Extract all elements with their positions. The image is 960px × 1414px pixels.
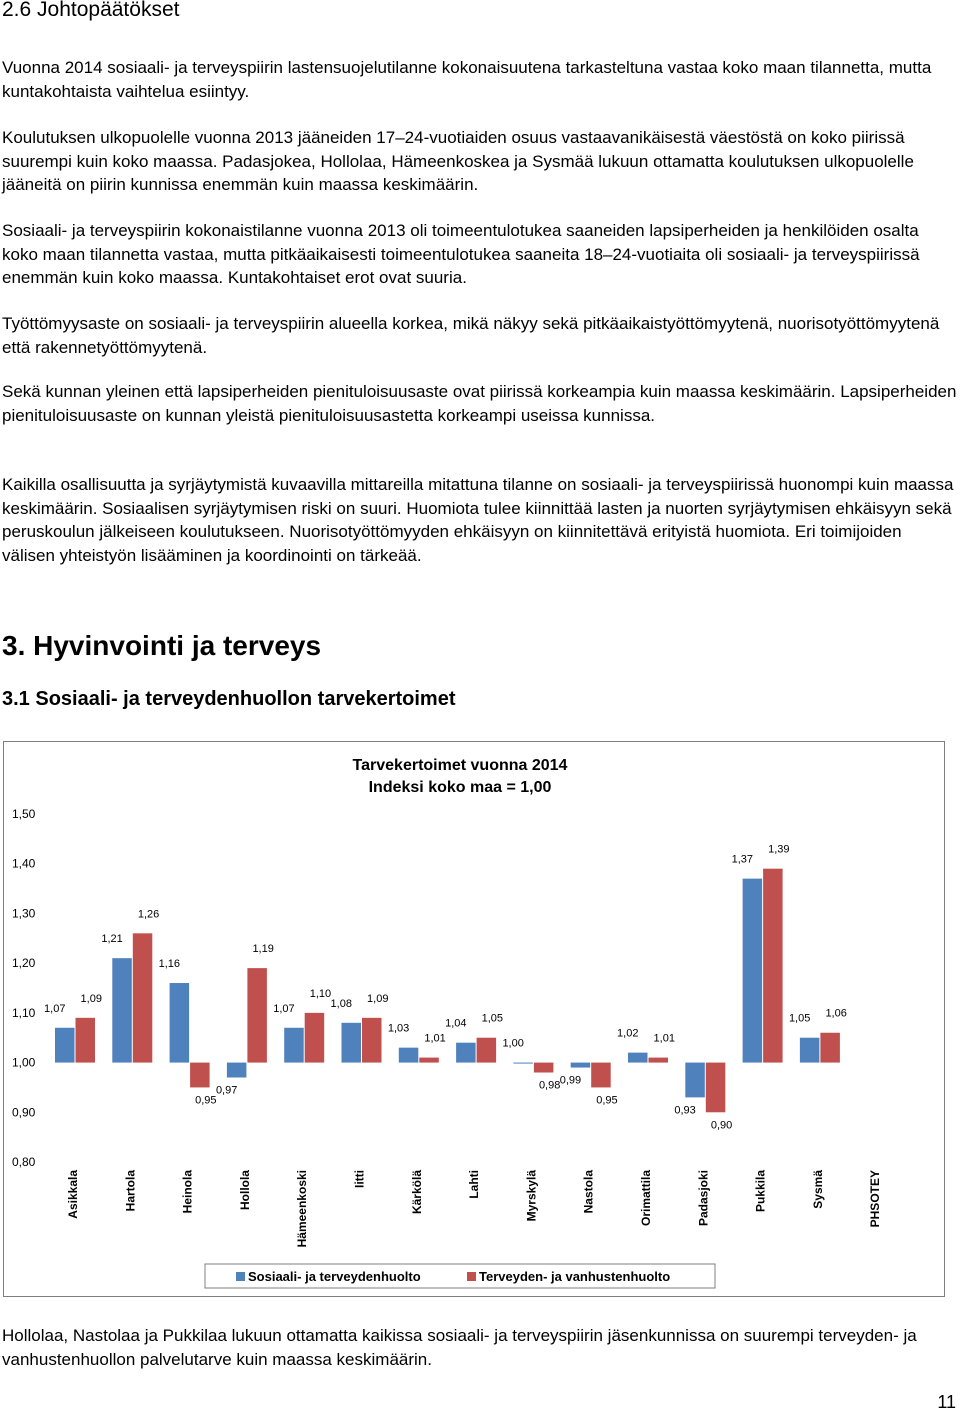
y-tick-label: 1,10 [12,1005,36,1020]
y-tick-label: 1,20 [12,956,36,971]
data-label: 1,08 [330,997,352,1010]
data-label: 0,90 [710,1119,733,1132]
data-label: 1,09 [80,992,102,1005]
bar-chart [4,742,944,1296]
data-label: 1,05 [481,1012,504,1025]
category-label: Padasjoki [696,1170,711,1227]
y-tick-label: 1,30 [12,906,36,921]
chart-title: Tarvekertoimet vuonna 2014 [352,757,568,774]
data-label: 0,95 [195,1094,217,1107]
paragraph: Vuonna 2014 sosiaali- ja terveyspiirin lastensuojelutilanne kokonaisuutena tarkasteltuna vastaa koko maan tilannetta, mutta kuntakohtaista vaihtelua esiintyy. [2,58,932,101]
bar [820,1033,840,1063]
data-label: 1,37 [731,853,754,866]
paragraph: Hollolaa, Nastolaa ja Pukkilaa lukuun ottamatta kaikissa sosiaali- ja terveyspiirin jäsenkunnissa on suurempi terveyden- ja vanhustenhuollon palvelutarve kuin maassa keskimäärin. [2,1326,917,1369]
data-label: 0,98 [538,1079,561,1092]
chart-subtitle: Indeksi koko maa = 1,00 [368,779,552,796]
data-label: 1,02 [617,1027,639,1040]
bar [800,1038,820,1063]
bar [133,933,153,1062]
paragraph: Työttömyysaste on sosiaali- ja terveyspiirin alueella korkea, mikä näkyy sekä pitkäaikaistyöttömyytenä, nuorisotyöttömyytenä että rakennetyöttömyytenä. [2,314,940,357]
data-label: 1,21 [101,933,123,946]
y-tick-label: 1,40 [12,856,36,871]
data-label: 0,95 [596,1094,618,1107]
bar [170,983,190,1063]
category-label: Heinola [180,1170,195,1214]
data-label: 1,26 [137,908,160,921]
bar [571,1063,591,1068]
bar [362,1018,382,1063]
data-label: 1,01 [653,1032,675,1045]
bar [591,1063,611,1088]
category-label: Orimattila [639,1170,653,1227]
paragraph: Koulutuksen ulkopuolelle vuonna 2013 jääneiden 17–24-vuotiaiden osuus vastaavanikäisestä väestöstä on koko piirissä suurempi kuin koko maassa. Padasjokea, Hollolaa, Hämeenkoskea ja Sysmää lukuun ottamatta koulutuksen ulkopuolelle jääneitä on piirin kunnissa enemmän kuin maassa keskimäärin. [2,128,914,194]
bar [305,1013,325,1063]
bar [477,1038,497,1063]
chapter-heading: 3. Hyvinvointi ja terveys [2,630,322,661]
data-label: 1,07 [44,1002,66,1015]
bar [649,1058,669,1063]
category-label: Myrskylä [524,1170,539,1222]
y-tick-label: 1,00 [12,1055,36,1070]
data-label: 1,09 [367,992,389,1005]
data-label: 0,93 [674,1104,696,1117]
bar [513,1063,533,1064]
bar [76,1018,96,1063]
data-label: 1,05 [788,1012,811,1025]
bar [284,1028,304,1063]
bar [55,1028,75,1063]
bar [342,1023,362,1063]
y-tick-label: 1,50 [12,807,36,821]
bar [227,1063,247,1078]
bar [685,1063,705,1098]
category-label: Nastola [581,1170,596,1214]
bar [112,958,132,1062]
subsection-heading: 3.1 Sosiaali- ja terveydenhuollon tarvekertoimet [2,688,456,710]
legend-label: Terveyden- ja vanhustenhuolto [479,1269,671,1284]
category-label: PHSOTEY [868,1170,883,1228]
category-label: Hämeenkoski [295,1170,310,1248]
paragraph: Sosiaali- ja terveyspiirin kokonaistilanne vuonna 2013 oli toimeentulotukea saaneiden lapsiperheiden ja henkilöiden osalta koko maan tilannetta vastaa, mutta pitkäaikaisesti toimeentulotukea saaneita 18–24-vuotiaita oli sosiaali- ja terveyspiirissä enemmän kuin koko maassa. Kuntakohtaiset erot ovat suuria. [2,221,920,287]
page-number: 11 [937,1392,956,1412]
bar [399,1048,419,1063]
category-label: Pukkila [753,1170,768,1213]
data-label: 1,01 [424,1032,446,1045]
category-label: Hollola [237,1170,252,1211]
paragraph: Kaikilla osallisuutta ja syrjäytymistä kuvaavilla mittareilla mitattuna tilanne on sosiaali- ja terveyspiirissä huonompi kuin maassa keskimäärin. Sosiaalisen syrjäytymisen riski on suuri. Huomiota tulee kiinnittää lasten ja nuorten syrjäytymisen ehkäisyyn sekä peruskoulun jälkeiseen koulutukseen. Nuorisotyöttömyyden ehkäisyyn on kiinnitettävä erityistä huomiota. Eri toimijoiden välisen yhteistyön lisääminen ja koordinointi on tärkeää. [2,475,954,565]
category-label: Sysmä [810,1170,825,1209]
category-label: Kärkölä [409,1170,424,1215]
bar [743,879,763,1063]
data-label: 1,06 [825,1007,847,1020]
legend-swatch [467,1272,476,1281]
data-label: 1,07 [273,1002,295,1015]
data-label: 1,03 [387,1022,410,1035]
bar [628,1053,648,1063]
data-label: 1,04 [445,1017,467,1030]
category-label: Iitti [352,1170,367,1188]
data-label: 0,99 [559,1074,582,1087]
data-label: 0,97 [215,1084,238,1097]
bar [456,1043,476,1063]
chart-frame [3,741,945,1297]
bar [190,1063,210,1088]
data-label: 1,10 [309,987,332,1000]
bar [419,1058,439,1063]
category-label: Asikkala [66,1170,80,1219]
section-heading: 2.6 Johtopäätökset [2,0,180,21]
y-tick-label: 0,80 [12,1155,36,1169]
bar [534,1063,554,1073]
paragraph: Sekä kunnan yleinen että lapsiperheiden pienituloisuusaste ovat piirissä korkeampia kuin maassa keskimäärin. Lapsiperheiden pienituloisuusaste on kunnan yleistä pienituloisuusastetta korkeampi useissa kunnissa. [2,382,957,425]
data-label: 1,00 [502,1037,524,1050]
data-label: 1,39 [768,843,790,856]
bar [763,869,783,1063]
y-tick-label: 0,90 [12,1105,36,1120]
data-label: 1,16 [158,958,181,971]
bar [706,1063,726,1113]
legend-swatch [236,1272,245,1281]
bar [247,968,267,1062]
category-label: Hartola [123,1170,138,1212]
data-label: 1,19 [252,943,274,956]
category-label: Lahti [467,1170,482,1199]
legend-label: Sosiaali- ja terveydenhuolto [248,1269,421,1284]
